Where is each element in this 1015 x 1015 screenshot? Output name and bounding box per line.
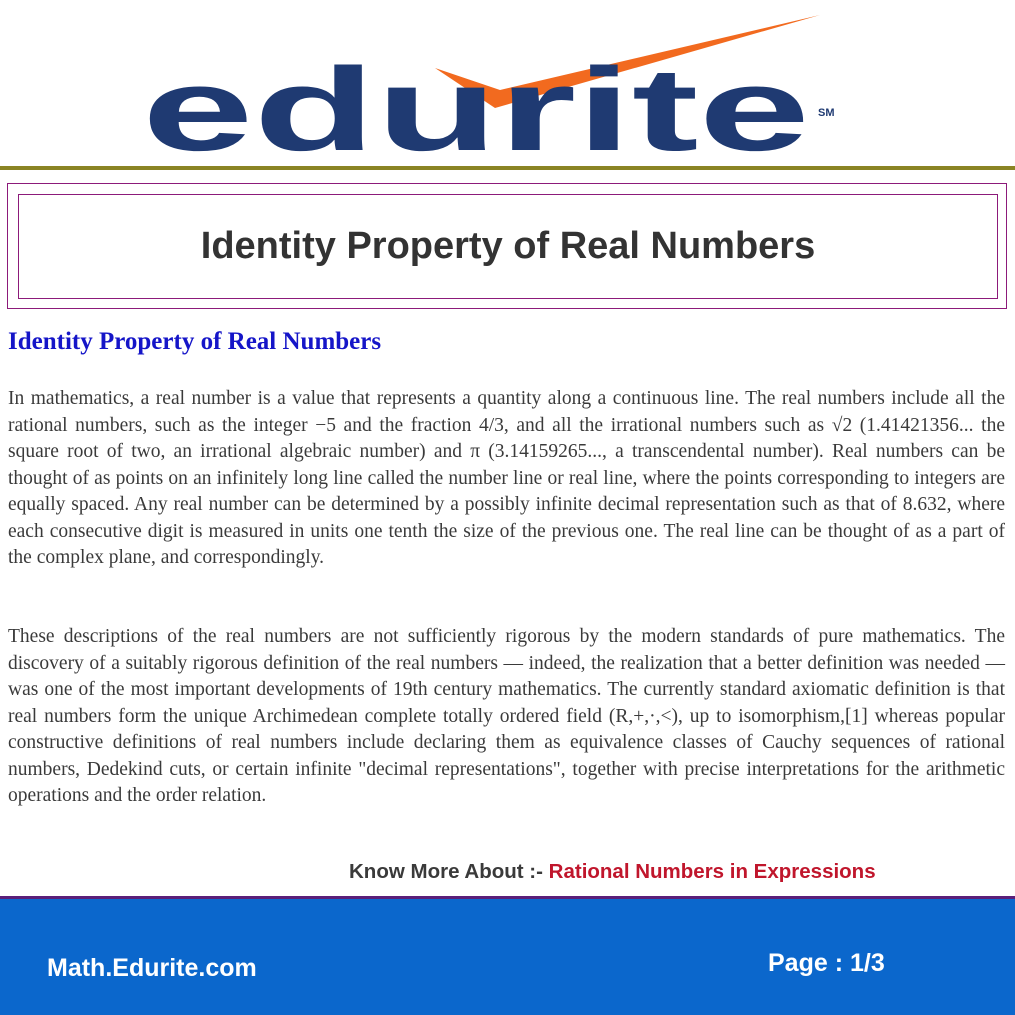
logo-sm-mark: SM bbox=[818, 107, 835, 119]
know-more-line bbox=[349, 860, 876, 884]
logo-wordmark: edurite bbox=[142, 44, 810, 162]
know-more-label: Know More About :- bbox=[349, 860, 549, 883]
section-heading: Identity Property of Real Numbers bbox=[8, 328, 382, 355]
paragraph-intro: In mathematics, a real number is a value that represents a quantity along a continuous line. The real numbers include all the rational numbers, such as the integer −5 and the fraction 4/3, and all the irrational numbers such as √2 (1.41421356... the square root of two, an irrational algebraic number) and π (3.14159265..., a transcendental number). Real numbers can be thought of as points on an infinitely long line called the number line or real line, where the points corresponding to integers are equally spaced. Any real number can be determined by a possibly infinite decimal representation such as that of 8.632, where each consecutive digit is measured in units one tenth the size of the previous one. The real line can be thought of as a part of the complex plane, and correspondingly. bbox=[8, 388, 1005, 568]
paragraph-rigor: These descriptions of the real numbers are not sufficiently rigorous by the modern standards of pure mathematics. The discovery of a suitably rigorous definition of the real numbers — indeed, the realization that a better definition was needed — was one of the most important developments of 19th century mathematics. The currently standard axiomatic definition is that real numbers form the unique Archimedean complete totally ordered field (R,+,·,<), up to isomorphism,[1] whereas popular constructive definitions of real numbers include declaring them as equivalence classes of Cauchy sequences of rational numbers, Dedekind cuts, or certain infinite "decimal representations", together with precise interpretations for the arithmetic operations and the order relation. bbox=[8, 626, 1005, 806]
header-divider bbox=[0, 166, 1015, 170]
page-indicator: Page : 1/3 bbox=[768, 949, 885, 977]
footer-bar bbox=[0, 896, 1015, 1015]
title-frame bbox=[18, 194, 998, 299]
know-more-link[interactable]: Rational Numbers in Expressions bbox=[548, 860, 876, 883]
page-title: Identity Property of Real Numbers bbox=[200, 225, 816, 267]
footer-site-name: Math.Edurite.com bbox=[47, 954, 257, 982]
logo-header bbox=[0, 0, 1015, 168]
edurite-logo bbox=[140, 6, 856, 162]
